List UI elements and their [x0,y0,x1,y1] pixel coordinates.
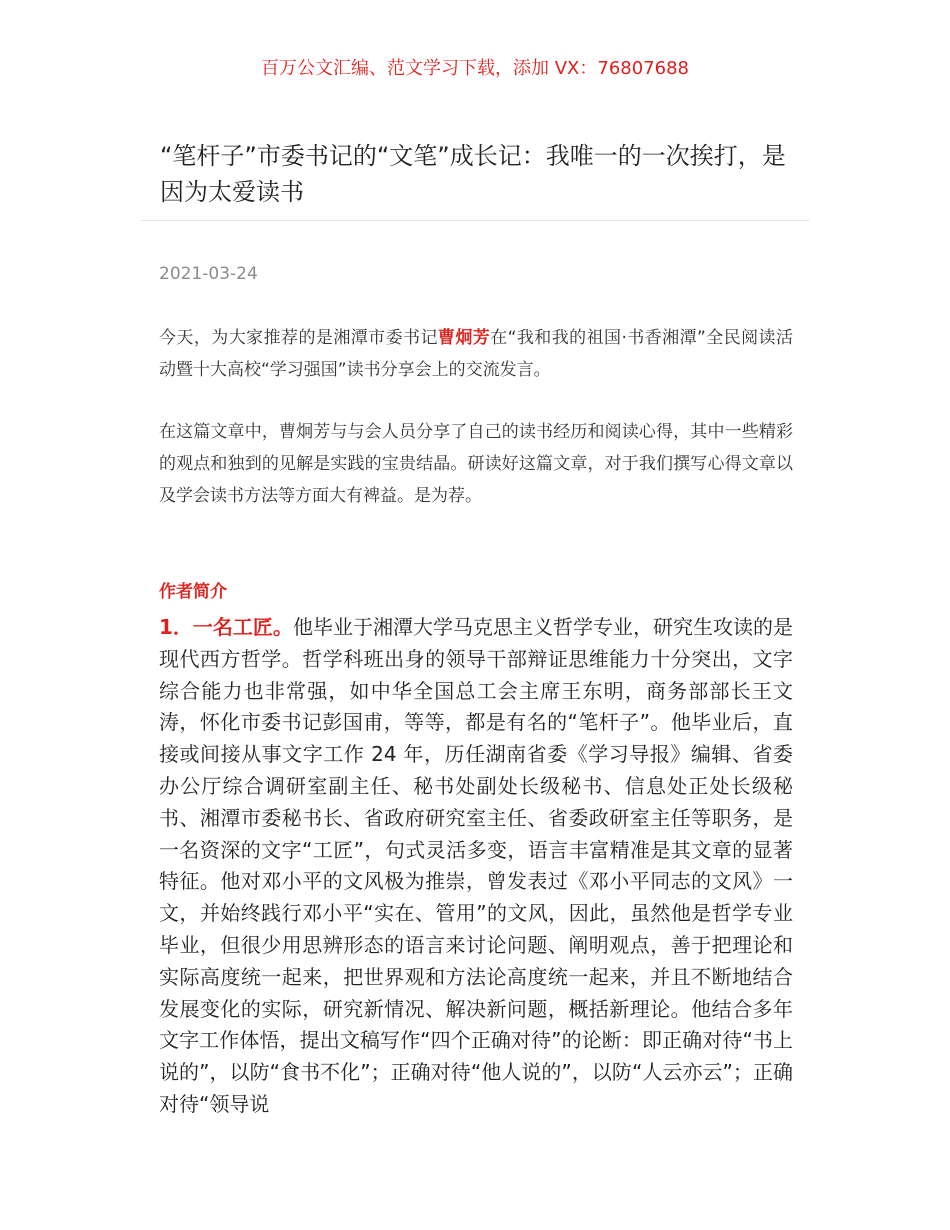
point-1-lead: 1．一名工匠。 [159,615,293,639]
body-paragraph-1 [159,612,793,1121]
intro-1-after: 在“我和我的祖国·书香湘潭”全民阅读活动暨十大高校“学习强国”读书分享会上的交流发言。 [159,328,793,380]
promo-banner: 百万公文汇编、范文学习下载，添加 VX：76807688 [261,58,689,79]
intro-1-before: 今天，为大家推荐的是湘潭市委书记 [159,328,438,348]
intro-paragraph-1 [159,322,793,386]
section-heading-author-profile: 作者简介 [159,582,227,602]
author-name: 曹炯芳 [437,328,491,348]
intro-paragraph-2: 在这篇文章中，曹炯芳与与会人员分享了自己的读书经历和阅读心得，其中一些精彩的观点和独到的见解是实践的宝贵结晶。研读好这篇文章，对于我们撰写心得文章以及学会读书方法等方面大有裨益。是为荐。 [159,422,793,506]
article-title: “笔杆子”市委书记的“文笔”成长记：我唯一的一次挨打，是因为太爱读书 [160,142,786,206]
point-1-text: 他毕业于湘潭大学马克思主义哲学专业，研究生攻读的是现代西方哲学。哲学科班出身的领导干部辩证思维能力十分突出，文字综合能力也非常强，如中华全国总工会主席王东明，商务部部长王文涛，怀化市委书记彭国甫，等等，都是有名的“笔杆子”。他毕业后，直接或间接从事文字工作 24 年，历任湖南省委《学习导报》编辑、省委办公厅综合调研室副主任、秘书处副处长级秘书、信息处正处长级秘书、湘潭市委秘书长、省政府研究室主任、省委政研室主任等职务，是一名资深的文字“工匠”，句式灵活多变，语言丰富精准是其文章的显著特征。他对邓小平的文风极为推崇，曾发表过《邓小平同志的文风》一文，并始终践行邓小平“实在、管用”的文风，因此，虽然他是哲学专业毕业，但很少用思辨形态的语言来讨论问题、阐明观点，善于把理论和实际高度统一起来，把世界观和方法论高度统一起来，并且不断地结合发展变化的实际，研究新情况、解决新问题，概括新理论。他结合多年文字工作体悟，提出文稿写作“四个正确对待”的论断：即正确对待“书上说的”，以防“食书不化”；正确对待“他人说的”，以防“人云亦云”；正确对待“领导说 [159,615,793,1116]
publish-date: 2021-03-24 [159,264,258,284]
title-divider [140,220,810,221]
